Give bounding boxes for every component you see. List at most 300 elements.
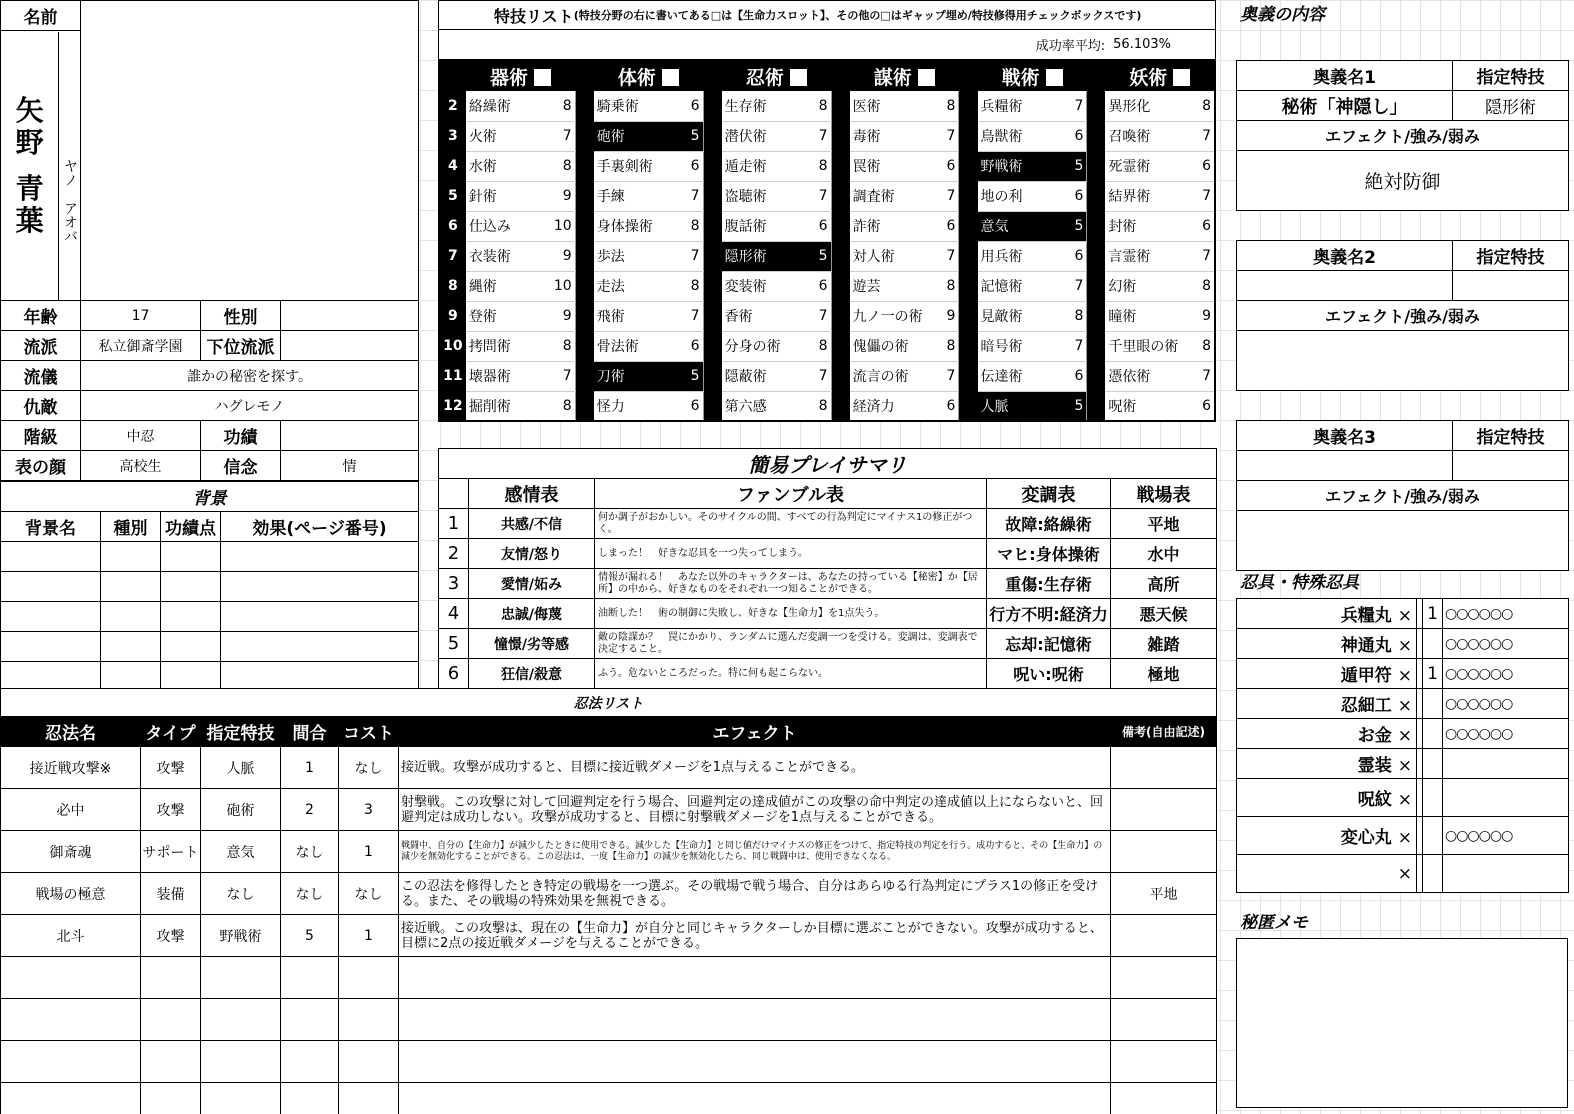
ninpo-empty-cell[interactable] [1111,1041,1217,1083]
gap-cell[interactable] [1087,181,1106,211]
tool-name[interactable]: 呪紋 × [1237,779,1417,817]
skill-target-value: 6 [808,271,831,301]
gap-cell[interactable] [959,301,978,331]
gap-cell[interactable] [831,361,850,391]
skill-name[interactable]: 傀儡の術 [850,331,937,361]
skill-name[interactable]: 死霊術 [1105,151,1192,181]
skill-name[interactable]: 流言の術 [850,361,937,391]
ougi-skill[interactable] [1453,271,1569,301]
tool-use-circles[interactable] [1443,779,1569,817]
skill-target-value: 6 [1064,241,1087,271]
ninpo-cost[interactable]: 1 [339,915,399,957]
gap-cell[interactable] [575,301,594,331]
gap-cell[interactable] [831,211,850,241]
ninpo-empty-cell[interactable] [141,1083,201,1114]
skill-name[interactable]: 拷問術 [466,331,553,361]
skill-name[interactable]: 言霊術 [1105,241,1192,271]
tool-name[interactable]: 忍細工 × [1237,689,1417,719]
ninpo-type[interactable]: 装備 [141,873,201,915]
tool-count[interactable] [1423,817,1443,855]
name-kana: ヤノ アオバ [58,32,80,300]
battlefield-entry: 高所 [1111,569,1217,599]
fumble-entry: 何か調子がおかしい。そのサイクルの間、すべての行為判定にマイナス1の修正がつく。 [595,509,987,539]
ougi-block [1236,60,1569,211]
ougi-effect[interactable] [1237,331,1569,391]
ninpo-name[interactable]: 戦場の極意 [1,873,141,915]
bg-cell[interactable] [221,662,419,692]
skill-name[interactable]: 記憶術 [978,271,1065,301]
bg-cell[interactable] [101,632,161,662]
ougi-name[interactable]: 秘術「神隠し」 [1237,91,1453,121]
skill-name[interactable]: 憑依術 [1105,361,1192,391]
skill-name[interactable]: 分身の術 [722,331,809,361]
skill-name[interactable]: 経済力 [850,391,937,421]
gap-cell[interactable] [959,271,978,301]
bg-cell[interactable] [1,632,101,662]
ninpo-name[interactable]: 接近戦攻撃※ [1,747,141,789]
gap-cell[interactable] [703,241,722,271]
ninpo-note[interactable] [1111,789,1217,831]
skill-target-value: 7 [1064,91,1087,121]
tool-use-circles[interactable]: ○○○○○○ [1443,817,1569,855]
gap-cell[interactable] [959,151,978,181]
gap-cell[interactable] [575,331,594,361]
skill-target-value: 7 [808,181,831,211]
gap-cell[interactable] [575,391,594,421]
skill-name[interactable]: 絡繰術 [466,91,553,121]
gap-cell[interactable] [959,331,978,361]
times-sign: × [1397,726,1412,746]
gap-cell[interactable] [1087,151,1106,181]
skill-name[interactable]: 生存術 [722,91,809,121]
bg-cell[interactable] [101,602,161,632]
tool-count[interactable] [1423,779,1443,817]
skill-target-value: 8 [808,391,831,421]
ninpo-header-cost: コスト [339,717,399,747]
gap-cell[interactable] [831,271,850,301]
life-slot-checkbox[interactable] [1173,69,1190,86]
cover-label: 表の顔 [1,451,81,481]
gap-cell[interactable] [959,211,978,241]
skill-name[interactable]: 手裏剣術 [594,151,681,181]
bg-cell[interactable] [161,542,221,572]
skill-name[interactable]: 身体操術 [594,211,681,241]
gap-cell[interactable] [831,331,850,361]
skill-name[interactable]: 結界術 [1105,181,1192,211]
ninpo-cost[interactable]: 3 [339,789,399,831]
gap-cell[interactable] [831,391,850,421]
tool-count[interactable]: 1 [1423,659,1443,689]
skill-name[interactable]: 隠形術 [722,241,809,271]
gap-cell[interactable] [703,301,722,331]
fumble-entry: 油断した！ 術の制御に失敗し、好きな【生命力】を1点失う。 [595,599,987,629]
gender-value[interactable] [281,301,419,331]
gap-cell[interactable] [1087,91,1106,121]
ninpo-empty-cell[interactable] [1,1083,141,1114]
bg-cell[interactable] [221,602,419,632]
bg-cell[interactable] [161,602,221,632]
ninpo-empty-cell[interactable] [1111,957,1217,999]
skill-name[interactable]: 罠術 [850,151,937,181]
ninpo-empty-cell[interactable] [201,999,281,1041]
ninpo-empty-cell[interactable] [339,999,399,1041]
ninpo-empty-cell[interactable] [339,1041,399,1083]
tool-name[interactable]: 兵糧丸 × [1237,599,1417,629]
tool-name[interactable] [1237,855,1417,893]
gap-cell[interactable] [575,361,594,391]
skill-name[interactable]: 隠蔽術 [722,361,809,391]
ougi-effect[interactable] [1237,511,1569,571]
times-sign: × [1397,828,1412,848]
skill-name[interactable]: 手練 [594,181,681,211]
tools-panel [1236,568,1568,893]
skill-target-value: 8 [808,331,831,361]
gap-cell[interactable] [575,271,594,301]
condition-entry: マヒ:身体操術 [987,539,1111,569]
summary-panel [438,448,1216,689]
ninpo-name[interactable]: 必中 [1,789,141,831]
tool-use-circles[interactable]: ○○○○○○ [1443,689,1569,719]
ninpo-empty-cell[interactable] [1,1041,141,1083]
subschool-value[interactable] [281,331,419,361]
skill-name[interactable]: 兵糧術 [978,91,1065,121]
battlefield-entry: 雑踏 [1111,629,1217,659]
ninpo-type[interactable]: 攻撃 [141,747,201,789]
skill-name[interactable]: 暗号術 [978,331,1065,361]
gap-cell[interactable] [831,181,850,211]
rank-value[interactable]: 中忍 [81,421,201,451]
skill-name[interactable]: 千里眼の術 [1105,331,1192,361]
gap-cell[interactable] [1087,331,1106,361]
bg-cell[interactable] [221,542,419,572]
tool-use-circles[interactable] [1443,749,1569,779]
gap-cell[interactable] [1087,241,1106,271]
ninpo-name[interactable]: 北斗 [1,915,141,957]
skill-name[interactable]: 瞳術 [1105,301,1192,331]
bg-cell[interactable] [1,602,101,632]
tool-name[interactable]: 神通丸 × [1237,629,1417,659]
gap-cell[interactable] [703,181,722,211]
ninpo-empty-cell[interactable] [281,1083,339,1114]
gap-cell[interactable] [575,241,594,271]
tool-name[interactable]: 変心丸 × [1237,817,1417,855]
ninpo-skill[interactable]: 意気 [201,831,281,873]
skill-target-value: 6 [680,331,703,361]
skill-target-value: 5 [680,121,703,151]
skill-target-value: 8 [1064,301,1087,331]
ninpo-skill[interactable]: 人脈 [201,747,281,789]
creed-value[interactable]: 誰かの秘密を探す。 [81,361,419,391]
fumble-entry: しまった！ 好きな忍具を一つ失ってしまう。 [595,539,987,569]
ninpo-cost[interactable]: なし [339,747,399,789]
gap-cell[interactable] [959,91,978,121]
skill-name[interactable]: 召喚術 [1105,121,1192,151]
gap-cell[interactable] [703,271,722,301]
cover-value[interactable]: 高校生 [81,451,201,481]
skill-name[interactable]: 幻術 [1105,271,1192,301]
tool-name[interactable]: お金 × [1237,719,1417,749]
skill-name[interactable]: 見敵術 [978,301,1065,331]
ninpo-note[interactable] [1111,831,1217,873]
ninpo-effect[interactable]: 接近戦。この攻撃は、現在の【生命力】が自分と同じキャラクターしか目標に選ぶことができない。攻撃が成功すると、目標に2点の接近戦ダメージを与えることができる。 [399,915,1111,957]
skill-name[interactable]: 潜伏術 [722,121,809,151]
skill-name[interactable]: 異形化 [1105,91,1192,121]
gap-cell[interactable] [831,121,850,151]
gap-cell[interactable] [703,121,722,151]
tool-count[interactable] [1423,629,1443,659]
tool-use-circles[interactable] [1443,855,1569,893]
belief-value[interactable]: 情 [281,451,419,481]
skill-row-number: 7 [439,241,466,271]
gap-cell[interactable] [831,151,850,181]
tool-count[interactable]: 1 [1423,599,1443,629]
gap-cell[interactable] [959,391,978,421]
merit-label: 功績 [201,421,281,451]
skill-name[interactable]: 登術 [466,301,553,331]
ninpo-type[interactable]: 攻撃 [141,789,201,831]
gap-cell[interactable] [959,361,978,391]
gap-cell[interactable] [575,121,594,151]
skill-name[interactable]: 第六感 [722,391,809,421]
skill-name[interactable]: 遊芸 [850,271,937,301]
skill-name[interactable]: 針術 [466,181,553,211]
tool-name[interactable]: 遁甲符 × [1237,659,1417,689]
life-slot-checkbox[interactable] [662,69,679,86]
emotion-header: 感情表 [469,479,595,509]
ninpo-empty-cell[interactable] [399,957,1111,999]
skill-name[interactable]: 毒術 [850,121,937,151]
skill-name[interactable]: 怪力 [594,391,681,421]
tool-count[interactable] [1423,749,1443,779]
ninpo-skill[interactable]: なし [201,873,281,915]
ougi-skill[interactable]: 隠形術 [1453,91,1569,121]
skill-row-number: 6 [439,211,466,241]
ninpo-cost[interactable]: 1 [339,831,399,873]
name-free-area[interactable] [81,1,419,301]
skill-name[interactable]: 野戦術 [978,151,1065,181]
ninpo-range[interactable]: なし [281,873,339,915]
bg-cell[interactable] [101,542,161,572]
skill-name[interactable]: 飛術 [594,301,681,331]
enemy-value[interactable]: ハグレモノ [81,391,419,421]
life-slot-checkbox[interactable] [918,69,935,86]
gap-cell[interactable] [703,151,722,181]
ninpo-empty-cell[interactable] [141,999,201,1041]
skill-name[interactable]: 意気 [978,211,1065,241]
gap-cell[interactable] [959,121,978,151]
gap-cell[interactable] [1087,391,1106,421]
skill-target-value: 7 [1064,331,1087,361]
ninpo-empty-cell[interactable] [141,957,201,999]
gap-cell[interactable] [703,361,722,391]
skill-name[interactable]: 歩法 [594,241,681,271]
bg-cell[interactable] [161,662,221,692]
ninpo-empty-cell[interactable] [1,999,141,1041]
gap-cell[interactable] [1087,211,1106,241]
ninpo-empty-cell[interactable] [399,999,1111,1041]
tool-count[interactable] [1423,689,1443,719]
skill-target-value: 6 [1064,121,1087,151]
skill-name[interactable]: 走法 [594,271,681,301]
gap-cell[interactable] [831,91,850,121]
skill-target-value: 9 [552,241,575,271]
ougi-spec-label: 指定特技 [1453,61,1569,91]
ninpo-empty-cell[interactable] [201,1041,281,1083]
skill-name[interactable]: 九ノ一の術 [850,301,937,331]
skill-name[interactable]: 鳥獣術 [978,121,1065,151]
skill-name[interactable]: 騎乗術 [594,91,681,121]
skill-name[interactable]: 壊器術 [466,361,553,391]
ninpo-empty-cell[interactable] [281,999,339,1041]
skill-name[interactable]: 香術 [722,301,809,331]
ninpo-empty-cell[interactable] [281,957,339,999]
ninpo-effect[interactable]: 射撃戦。この攻撃に対して回避判定を行う場合、回避判定の達成値がこの攻撃の命中判定の達成値以上にならないと、回避判定は成功しない。攻撃が成功すると、目標に射撃戦ダメージを1点与えることができる。 [399,789,1111,831]
skill-name[interactable]: 遁走術 [722,151,809,181]
skill-target-value: 7 [552,361,575,391]
memo-area[interactable] [1236,938,1568,1108]
ninpo-range[interactable]: なし [281,831,339,873]
ninpo-effect[interactable]: 戦闘中、自分の【生命力】が減少したときに使用できる。減少した【生命力】と同じ値だけマイナスの修正をつけて、指定特技の判定を行う。成功すると、その【生命力】の減少を無効化することができる。この忍法は、一度【生命力】の減少を無効化したら、同じ戦闘中は、使用できなくなる。 [399,831,1111,873]
school-value[interactable]: 私立御斎学園 [81,331,201,361]
ninpo-cost[interactable]: なし [339,873,399,915]
gap-cell[interactable] [1087,271,1106,301]
skill-name[interactable]: 詐術 [850,211,937,241]
ninpo-name[interactable]: 御斎魂 [1,831,141,873]
skill-target-value: 8 [552,151,575,181]
ninpo-note[interactable]: 平地 [1111,873,1217,915]
skill-target-value: 6 [1064,181,1087,211]
skill-name[interactable]: 掘削術 [466,391,553,421]
skill-name[interactable]: 腹話術 [722,211,809,241]
ninpo-note[interactable] [1111,747,1217,789]
bg-cell[interactable] [161,632,221,662]
skill-row-number: 4 [439,151,466,181]
bg-cell[interactable] [1,662,101,692]
gap-cell[interactable] [831,241,850,271]
ninpo-effect[interactable]: この忍法を修得したとき特定の戦場を一つ選ぶ。その戦場で戦う場合、自分はあらゆる行為判定にプラス1の修正を受ける。また、その戦場の特殊効果を無視できる。 [399,873,1111,915]
skill-name[interactable]: 医術 [850,91,937,121]
skill-name[interactable]: 調査術 [850,181,937,211]
ninpo-empty-cell[interactable] [339,1083,399,1114]
skill-name[interactable]: 対人術 [850,241,937,271]
gap-cell[interactable] [575,211,594,241]
gap-cell[interactable] [703,91,722,121]
skill-name[interactable]: 封術 [1105,211,1192,241]
skill-target-value: 7 [936,361,959,391]
gap-cell[interactable] [959,241,978,271]
ninpo-type[interactable]: 攻撃 [141,915,201,957]
ougi-title: 奥義の内容 [1240,5,1325,25]
name-kanji: 矢 野 青 葉 [15,93,44,237]
merit-value[interactable] [281,421,419,451]
gap-cell[interactable] [575,91,594,121]
ninpo-empty-cell[interactable] [201,957,281,999]
ninpo-empty-cell[interactable] [201,1083,281,1114]
ougi-name[interactable] [1237,271,1453,301]
bg-cell[interactable] [221,572,419,602]
name-cell[interactable] [1,31,81,301]
ougi-effect[interactable]: 絶対防御 [1237,151,1569,211]
gap-cell[interactable] [575,181,594,211]
skill-name[interactable]: 変装術 [722,271,809,301]
gap-cell[interactable] [703,391,722,421]
ninpo-empty-cell[interactable] [281,1041,339,1083]
ninpo-empty-cell[interactable] [399,1083,1111,1114]
skill-name[interactable]: 骨法術 [594,331,681,361]
skill-target-value: 7 [936,241,959,271]
skill-name[interactable]: 縄術 [466,271,553,301]
skill-name[interactable]: 砲術 [594,121,681,151]
ninpo-empty-cell[interactable] [141,1041,201,1083]
gap-cell[interactable] [1087,121,1106,151]
skill-name[interactable]: 火術 [466,121,553,151]
skill-name[interactable]: 地の利 [978,181,1065,211]
bg-cell[interactable] [101,662,161,692]
ougi-skill[interactable] [1453,451,1569,481]
skill-target-value: 8 [680,211,703,241]
tool-use-circles[interactable]: ○○○○○○ [1443,659,1569,689]
gap-cell[interactable] [575,151,594,181]
skill-name[interactable]: 衣装術 [466,241,553,271]
tool-use-circles[interactable]: ○○○○○○ [1443,719,1569,749]
tool-use-circles[interactable]: ○○○○○○ [1443,599,1569,629]
bg-cell[interactable] [101,572,161,602]
skill-name[interactable]: 刀術 [594,361,681,391]
ninpo-skill[interactable]: 砲術 [201,789,281,831]
ninpo-range[interactable]: 2 [281,789,339,831]
ninpo-type[interactable]: サポート [141,831,201,873]
ougi-name[interactable] [1237,451,1453,481]
bg-cell[interactable] [161,572,221,602]
ninpo-empty-cell[interactable] [1111,1083,1217,1114]
ninpo-skill[interactable]: 野戦術 [201,915,281,957]
skill-name[interactable]: 人脈 [978,391,1065,421]
gap-cell[interactable] [703,211,722,241]
tool-use-circles[interactable]: ○○○○○○ [1443,629,1569,659]
skill-name[interactable]: 伝達術 [978,361,1065,391]
skill-target-value: 7 [1192,121,1215,151]
bg-cell[interactable] [1,572,101,602]
gap-cell[interactable] [959,181,978,211]
skill-name[interactable]: 用兵術 [978,241,1065,271]
life-slot-checkbox[interactable] [790,69,807,86]
ninpo-range[interactable]: 5 [281,915,339,957]
skill-name[interactable]: 盗聴術 [722,181,809,211]
skill-name[interactable]: 呪術 [1105,391,1192,421]
skill-name[interactable]: 水術 [466,151,553,181]
tool-count[interactable] [1423,855,1443,893]
ninpo-empty-cell[interactable] [1,957,141,999]
bg-cell[interactable] [221,632,419,662]
ninpo-range[interactable]: 1 [281,747,339,789]
ninpo-effect[interactable]: 接近戦。攻撃が成功すると、目標に接近戦ダメージを1点与えることができる。 [399,747,1111,789]
life-slot-checkbox[interactable] [1046,69,1063,86]
ninpo-note[interactable] [1111,915,1217,957]
ninpo-empty-cell[interactable] [339,957,399,999]
gap-cell[interactable] [1087,301,1106,331]
gap-cell[interactable] [831,301,850,331]
life-slot-checkbox[interactable] [534,69,551,86]
age-value[interactable]: 17 [81,301,201,331]
gap-cell[interactable] [703,331,722,361]
ninpo-empty-cell[interactable] [399,1041,1111,1083]
tool-count[interactable] [1423,719,1443,749]
gap-cell[interactable] [1087,361,1106,391]
ninpo-empty-cell[interactable] [1111,999,1217,1041]
tool-name[interactable]: 霊装 × [1237,749,1417,779]
bg-cell[interactable] [1,542,101,572]
skill-name[interactable]: 仕込み [466,211,553,241]
